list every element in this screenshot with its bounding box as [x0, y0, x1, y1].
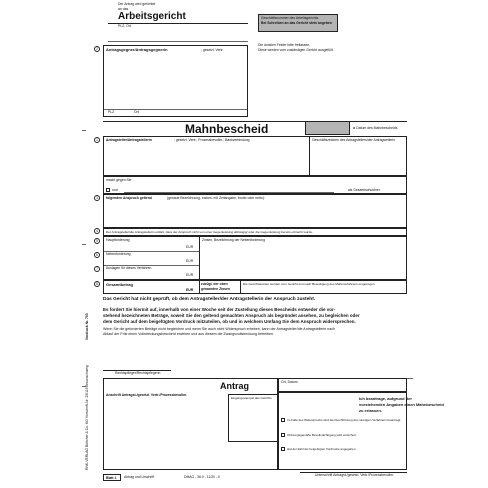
decision-date-field [305, 121, 350, 135]
sheet-number-box [103, 474, 121, 481]
main-claim-eur: EUR [186, 245, 194, 249]
court-stamp-field [228, 394, 278, 442]
und-checkbox[interactable] [106, 188, 110, 192]
applicant-hint: ; gesetzl. Vertr.; Prozessbevollm.; Bankverbindung [174, 138, 250, 142]
notice-paragraph-2a: Es fordert Sie hiermit auf, innerhalb von einer Woche seit der Zustellung dieses Bescheids entweder die vor- [103, 307, 336, 312]
section-number-1: 1 [94, 137, 100, 143]
publisher-vertical-text: RNK-VERLAG Böttcher & Co. KG Vorschrift-Nr. 25/119 Braunschweig [85, 365, 89, 470]
opponent-plz-label: PLZ [108, 110, 115, 114]
against-field [103, 176, 407, 194]
claim-label: folgenden Anspruch geltend [106, 196, 152, 200]
place-date-label: Ort, Datum [281, 380, 298, 384]
applicant-field[interactable] [103, 136, 407, 176]
notice-paragraph-3a: Wenn Sie die geforderten Beträge nicht begleichen und wenn Sie auch nicht Widerspruch erheben, kann der Antragsteller/die Antragstellerin nach [103, 327, 336, 331]
ref-line-1: Geschäftsnummer des Arbeitsgerichts [261, 16, 319, 20]
declaration-field [103, 228, 407, 236]
place-date-field[interactable] [278, 378, 407, 392]
signature-label: Unterschrift Antragst./gesetzl. Vertr./Prozessbevollm. [315, 473, 394, 477]
application-options [278, 392, 444, 470]
expenses-eur: EUR [186, 273, 194, 277]
sent-note-2: an das [118, 7, 129, 11]
notice-paragraph-2b: stehend bezeichneten Beträge, soweit Sie den geltend gemachten Anspruch als begründet ansehen, zu begleichen oder [103, 313, 360, 318]
dispute-checkbox[interactable] [281, 418, 285, 422]
gesamtschuldner-label: als Gesamtschuldner [348, 188, 380, 192]
court-reference-box [258, 14, 338, 32]
ref-line-2: Bei Schreiben an das Gericht stets angeben [261, 21, 332, 25]
sent-note: Der Antrag wird gerichtet [118, 2, 156, 6]
fees-label: Nebenforderung [106, 252, 131, 256]
expenses-label: Auslagen für dieses Verfahren [106, 266, 152, 270]
stamp-label: Eingangsstempel des Gerichts [231, 396, 272, 400]
und-label: und [112, 188, 118, 192]
sheet-number: Blatt 1 [106, 475, 117, 480]
main-claim-label: Hauptforderung [106, 238, 130, 242]
total-label: Gesamtbetrag [106, 282, 133, 287]
interest-label: Zinsen, Bezeichnung der Nebenforderung [202, 238, 265, 242]
form-number-vertical: Vordruck Nr. 703 [85, 313, 89, 340]
opponent-label: Antragsgegner/Antragsgegnerin [106, 47, 168, 52]
request-line-2: vorstehenden Angaben einen Mahnbescheid [359, 402, 444, 407]
section-number-5: 5 [94, 238, 100, 244]
notice-paragraph-3b: Ablauf der Frist einen Vollstreckungsbescheid erwirken und aus diesem die Zwangsvollstreckung betreiben. [103, 332, 274, 336]
claim-field[interactable] [103, 194, 407, 228]
option-3-label: Hat der Zahl der beigefügten Vordrucke angegeben. [287, 447, 357, 451]
court-costs-note: Die Gerichtskosten werden vom Gericht erst nach Beendigung des Mahnverfahrens eingezogen. [243, 282, 376, 286]
section-number-6: 6 [94, 252, 100, 258]
section-number-7: 7 [94, 266, 100, 272]
opponent-ort-label: Ort [134, 110, 139, 114]
sender-label: Anschrift Antragst./gesetzl. Vertr./Prozessbevollm. [106, 393, 188, 397]
notice-paragraph-1: Das Gericht hat nicht geprüft, ob dem Antragsteller/der Antragstellerin der Anspruch zusteht. [103, 297, 316, 302]
section-number-2: 2 [94, 46, 100, 52]
declaration-text: Der Antragsteller/die Antragstellerin erklärt, dass der Anspruch nicht von einer Gegenleistung abhängig/ oder die Gegenleistung bereits erbracht wurde. [106, 230, 313, 234]
plus-interest-label-2: genannten Zinsen [201, 287, 231, 291]
applicant-label: Antragsteller/Antragstellerin [106, 138, 152, 142]
plz-ort-label: PLZ, Ort [118, 24, 131, 28]
section-number-8: 8 [94, 281, 100, 287]
opponent-hint: ; gesetzl. Vertr. [201, 48, 224, 52]
opponent-address-field[interactable] [103, 45, 248, 117]
form-code: DMAG - 36.0 - 11/20 - 0 [184, 475, 220, 479]
decision-date-label: ◄ Datum des Mahnbescheids [352, 126, 398, 130]
sheet-label: Antrag und Urschrift [124, 475, 155, 479]
request-line-3: zu erlassen. [359, 408, 382, 413]
applicant-reference-label: Geschäftszeichen des Antragstellers/der Antragstellerin [312, 138, 396, 142]
notice-paragraph-2c: dem Gericht auf dem beigefügten Vordruck mitzuteilen, ob und in welchem Umfang Sie dem Anspruch widersprechen. [103, 319, 356, 324]
claim-hint: (genaue Bezeichnung, insbes. mit Zeitangabe, brutto oder netto): [167, 196, 265, 200]
request-line-1: Ich beantrage, aufgrund der [359, 396, 412, 401]
antrag-title: Antrag [220, 381, 249, 391]
court-title: Arbeitsgericht [118, 11, 186, 22]
document-title: Mahnbescheid [185, 122, 269, 136]
option-1-label: Im Falle des Widerspruchs wird die Durchführung des streitigen Verfahrens beantragt. [287, 418, 402, 422]
against-label: macht gegen Sie [106, 178, 132, 182]
instructions-line-2: Diese werden vom zuständigen Gericht ausgefüllt. [258, 48, 334, 52]
total-field [103, 280, 407, 294]
total-eur: EUR [186, 288, 194, 292]
fees-eur: EUR [186, 259, 194, 263]
section-number-3: 3 [94, 195, 100, 201]
authorization-checkbox[interactable] [281, 433, 285, 437]
instructions-line-1: Die dunklen Felder bitte freilassen. [258, 43, 311, 47]
option-2-label: Ordnungsgemäße Bevollmächtigung wird versichert. [287, 433, 357, 437]
attachments-checkbox[interactable] [281, 447, 285, 451]
plus-interest-label: zuzügl. der oben [201, 282, 228, 286]
section-number-4: 4 [94, 228, 100, 234]
officer-label: Rechtspfleger/Rechtspflegerin [115, 371, 161, 375]
amounts-table [103, 236, 407, 280]
